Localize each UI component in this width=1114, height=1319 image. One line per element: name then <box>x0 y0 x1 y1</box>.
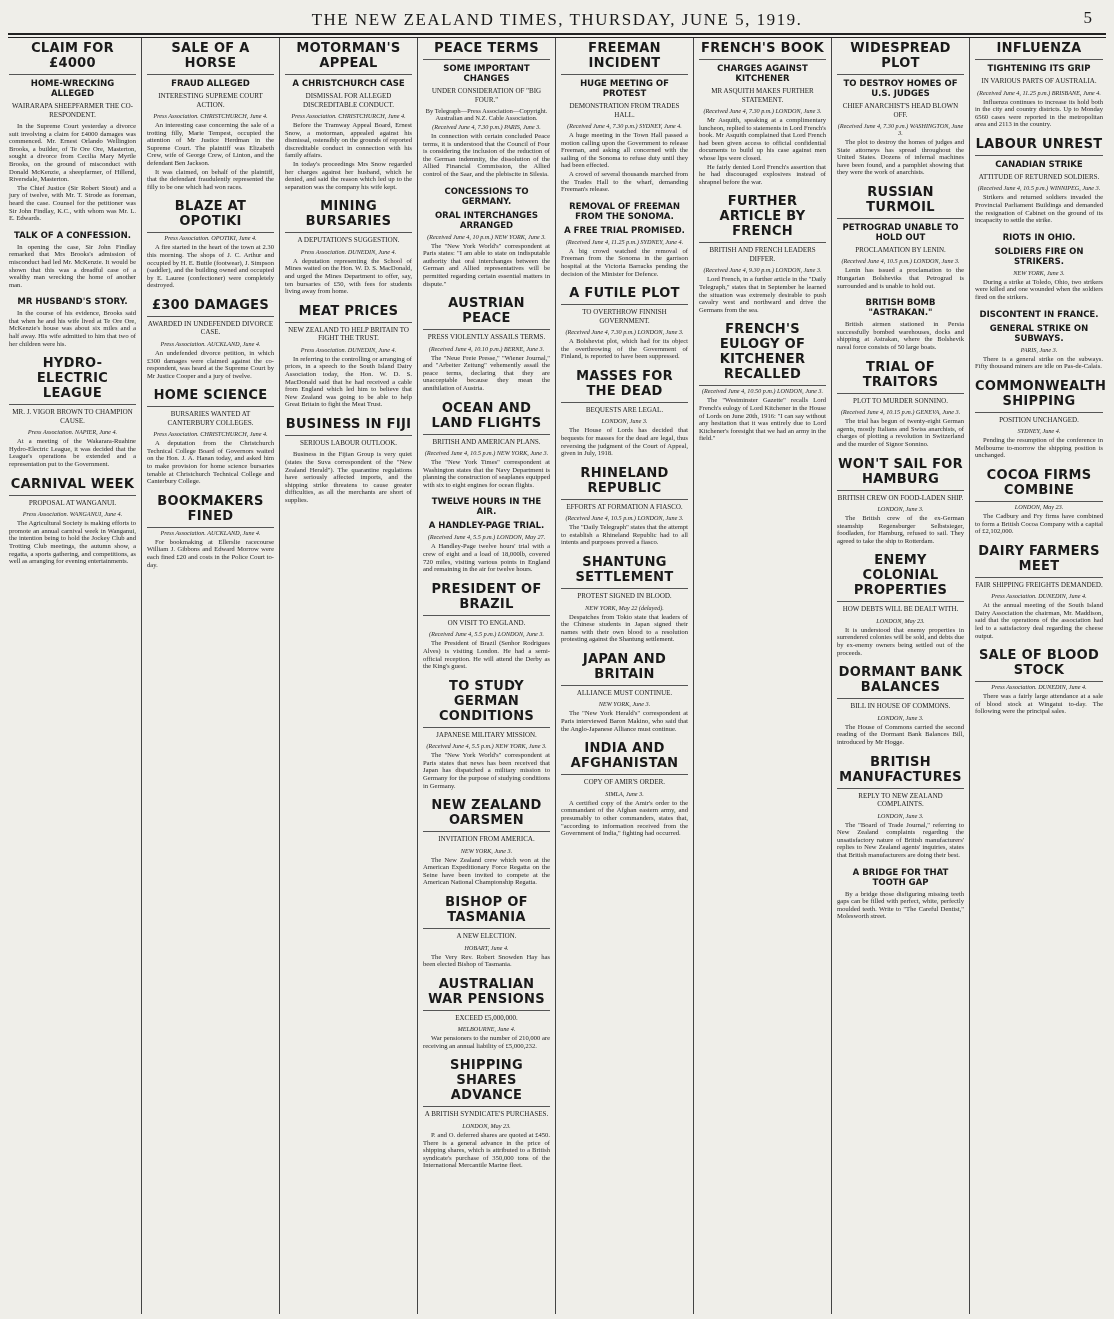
article-deck: EXCEED £5,000,000. <box>455 1013 518 1022</box>
article-paragraph: In referring to the controlling or arranging of prices, in a speech to the South Island Dairy Association today, the Hon. W. D. S. MacDonald said that he had received a cable from England which led him to believe that New Zealand was going to be able to help Great Britain to fight the Meat Trust. <box>285 355 412 409</box>
article-dateline: (Received June 4, 10 p.m.) NEW YORK, June 3. <box>427 233 546 241</box>
article-headline: CLAIM FOR £4000 <box>9 41 136 75</box>
column-2 <box>142 38 280 1314</box>
article-headline: TRIAL OF TRAITORS <box>837 360 964 394</box>
article-dateline: LONDON, June 3. <box>601 418 648 426</box>
article-dateline: PARIS, June 3. <box>1020 346 1058 354</box>
article-paragraph: At a meeting of the Wakarara-Ruahine Hydro-Electric League, it was decided that the League's operations be extended and a representation put to the Government. <box>9 438 136 469</box>
article-subheadline: TO DESTROY HOMES OF U.S. JUDGES <box>843 79 958 99</box>
article-paragraph: A deputation from the Christchurch Technical College Board of Governors waited on the Hon. J. A. Hanan today, and asked him to make provision for home science bursaries tenable at Christchurch Technical College and Canterbury College. <box>147 440 274 486</box>
article-dateline: (Received June 4, 5.5 p.m.) LONDON, June 3. <box>429 631 544 639</box>
article-paragraph: The trial has begun of twenty-eight German agents, mostly Italians and Swiss anarchists, of charges of plotting a revolution in Switzerland and the murder of Signor Sonnino. <box>837 418 964 448</box>
article-paragraph: In the Supreme Court yesterday a divorce suit involving a claim for £4000 damages was commenced. Mr. Ernest Orlando Wellington Brooks, a builder, of Te Ore Ore, Masterton, sought a divorce from Cecilia Mary Myrtle Brooks, on the ground of misconduct with Donald McKenzie, a sheepfarmer, of Hillend, Riversdale, Masterton. <box>9 123 136 184</box>
article-headline: PRESIDENT OF BRAZIL <box>423 582 550 616</box>
article <box>975 648 1103 716</box>
article-deck: ON VISIT TO ENGLAND. <box>447 618 526 627</box>
columns <box>4 38 1108 1314</box>
article-paragraph: In the course of his evidence, Brooks said that when he and his wife lived at Te Ore Ore, McKenzie's house was about six miles and a half away. His wife admitted to him that two of her children were his. <box>9 310 136 348</box>
article-deck: DEMONSTRATION FROM TRADES HALL. <box>569 102 680 119</box>
article-paragraph: British airmen stationed in Persia successfully bombed warehouses, docks and shipping at Astrakan, where the Bolshevik naval force consists of 50 large boats. <box>837 321 964 352</box>
article-headline: BRITISH MANUFACTURES <box>837 755 964 789</box>
article-paragraph: Lenin has issued a proclamation to the Hungarian Bolsheviks that Petrograd is surrounded and is unable to hold out. <box>837 267 964 290</box>
article-headline: INFLUENZA <box>975 41 1103 60</box>
article <box>699 41 826 186</box>
article-subheadline: GENERAL STRIKE ON SUBWAYS. <box>989 323 1089 344</box>
article <box>423 401 550 490</box>
article-dateline: Press Association. WANGANUI, June 4. <box>22 511 123 519</box>
article-paragraph: It is understood that enemy properties in surrendered colonies will be sold, and debts due by ex-enemy owners being settled out of the proceeds. <box>837 626 964 657</box>
article <box>837 665 964 746</box>
article-deck: PROPOSAL AT WANGANUI. <box>28 498 117 507</box>
column-3 <box>280 38 418 1314</box>
article-deck: CHIEF ANARCHIST'S HEAD BLOWN OFF. <box>842 102 959 119</box>
article-dateline: (Received June 4, 5.5 p.m.) NEW YORK, June 3. <box>426 743 547 751</box>
article-dateline: LONDON, June 3. <box>877 506 924 513</box>
article-subheadline: A HANDLEY-PAGE TRIAL. <box>428 521 545 532</box>
article <box>561 286 688 361</box>
article-headline: SHIPPING SHARES ADVANCE <box>423 1058 550 1107</box>
article-headline: HOME SCIENCE <box>147 388 274 407</box>
article-deck: FAIR SHIPPING FREIGHTS DEMANDED. <box>975 580 1103 589</box>
article-headline: PEACE TERMS <box>423 41 550 60</box>
article-headline: MEAT PRICES <box>285 304 412 323</box>
article-paragraph: Despatches from Tokio state that leaders of the Chinese students in Japan signed their names with their own blood to a resolution protesting against the Shantung settlement. <box>561 613 688 644</box>
article-deck: DISMISSAL FOR ALLEGED DISCREDITABLE CONDUCT. <box>302 92 395 109</box>
article <box>9 231 136 290</box>
article-subheadline: DISCONTENT IN FRANCE. <box>979 309 1099 320</box>
article-headline: £300 DAMAGES <box>147 298 274 317</box>
article-subheadline: BRITISH BOMB "ASTRAKAN." <box>865 298 936 319</box>
article-headline: MASSES FOR THE DEAD <box>561 369 688 403</box>
article <box>9 41 136 223</box>
article-subheadline: CONCESSIONS TO GERMANY. <box>444 186 529 207</box>
article-dateline: Press Association. DUNEDIN, June 4. <box>300 346 397 354</box>
article <box>837 360 964 449</box>
article <box>423 798 550 887</box>
article <box>423 895 550 969</box>
article-headline: FREEMAN INCIDENT <box>561 41 688 75</box>
article-paragraph: There is a general strike on the subways. Fifty thousand miners are idle on Pas-de-Calais. <box>975 355 1103 371</box>
article-dateline: Press Association. CHRISTCHURCH, June 4. <box>153 113 268 120</box>
article-subheadline: TWELVE HOURS IN THE AIR. <box>431 497 542 518</box>
article <box>837 755 964 860</box>
article-headline: BUSINESS IN FIJI <box>285 417 412 436</box>
article <box>561 741 688 837</box>
article <box>285 41 412 191</box>
article-subheadline: REMOVAL OF FREEMAN FROM THE SONOMA. <box>569 201 680 222</box>
article-headline: AUSTRALIAN WAR PENSIONS <box>423 977 550 1011</box>
article-headline: TO STUDY GERMAN CONDITIONS <box>423 679 550 728</box>
article-subheadline: TIGHTENING ITS GRIP <box>987 64 1091 74</box>
article-deck: PRESS VIOLENTLY ASSAILS TERMS. <box>427 333 546 342</box>
article-dateline: Press Association. DUNEDIN, June 4. <box>300 248 397 256</box>
article-deck: TO OVERTHROW FINNISH GOVERNMENT. <box>582 308 667 325</box>
article-deck: AWARDED IN UNDEFENDED DIVORCE CASE. <box>147 319 274 337</box>
article <box>561 41 688 194</box>
article-paragraph: An interesting case concerning the sale of a trotting filly, Marie Tempest, occupied the attention of Mr Justice Herdman in the Supreme Court. The plaintiff was Elizabeth Crew, wife of George Crew, of Linton, and the defendant Ben Jackson. <box>147 122 274 167</box>
article-subheadline: HOME-WRECKING ALLEGED <box>30 79 115 99</box>
article-dateline: (Received June 4, 9.30 p.m.) LONDON, June 3. <box>703 267 822 275</box>
article-dateline: (Received June 4, 7.30 p.m.) LONDON, June 3. <box>565 329 684 337</box>
article-deck: INTERESTING SUPREME COURT ACTION. <box>158 92 263 109</box>
article-dateline: LONDON, May 23. <box>462 1122 511 1130</box>
article-dateline: Press Association. DUNEDIN, June 4. <box>991 593 1087 601</box>
article <box>285 199 412 295</box>
article-deck: PROTEST SIGNED IN BLOOD. <box>577 592 672 601</box>
article-deck: BILL IN HOUSE OF COMMONS. <box>850 702 951 711</box>
article-headline: MINING BURSARIES <box>285 199 412 233</box>
article-paragraph: The House of Lords has decided that bequests for masses for the dead are legal, thus reversing the judgment of the Court of Appeal, given in July, 1918. <box>561 427 688 458</box>
article-headline: DAIRY FARMERS MEET <box>975 544 1103 578</box>
article <box>147 388 274 486</box>
article-deck: PLOT TO MURDER SONNINO. <box>853 396 948 405</box>
article-dateline: (Received June 4, 11.25 p.m.) BRISBANE, June 4. <box>977 89 1101 97</box>
article <box>9 356 136 468</box>
article <box>423 679 550 790</box>
article-paragraph: A big crowd watched the removal of Freeman from the Sonoma in the garrison hospital at the Victoria Barracks pending the decision of the Minister for Defence. <box>561 247 688 278</box>
article-paragraph: A crowd of several thousands marched from the Trades Hall to the wharf, demanding Freeman's release. <box>561 170 688 194</box>
article-deck: BRITISH AND AMERICAN PLANS. <box>432 437 541 446</box>
article-dateline: LONDON, June 3. <box>877 812 924 820</box>
article-headline: COMMONWEALTH SHIPPING <box>975 379 1103 413</box>
article <box>975 378 1107 460</box>
article <box>837 41 964 177</box>
article-dateline: (Received June 4, 7.30 p.m.) WASHINGTON, June 3. <box>837 123 964 137</box>
article-subheadline: CHARGES AGAINST KITCHENER <box>717 64 808 84</box>
article <box>975 310 1103 371</box>
article-paragraph: Mr Asquith, speaking at a complimentary luncheon, replied to statements in Lord French's book. Mr Asquith complained that Lord French had been given access to official confidential documents to build up his case against men whose lips were closed. <box>699 117 826 162</box>
article-dateline: (Received June 4, 10.5 p.m.) LONDON, June 3. <box>841 258 960 266</box>
article <box>699 322 826 443</box>
article-subheadline: A BRIDGE FOR THAT TOOTH GAP <box>852 867 949 888</box>
article-dateline: Press Association. AUCKLAND, June 4. <box>160 529 261 537</box>
article-paragraph: Before the Tramway Appeal Board, Ernest Snow, a motorman, appealed against his dismissal, ostensibly on the grounds of reported discreditable conduct in connection with his family affairs. <box>285 122 412 160</box>
article-deck: MR. J. VIGOR BROWN TO CHAMPION CAUSE. <box>12 408 133 425</box>
article-headline: WIDESPREAD PLOT <box>837 41 964 75</box>
article-paragraph: A certified copy of the Amir's order to the commandant of the Afghan eastern army, and presumably to other commanders, states that, "according to information received from the Government of India," fighting had occurred. <box>561 799 688 838</box>
article-paragraph: War pensioners to the number of 210,000 are receiving an annual liability of £5,000,232. <box>423 1035 550 1050</box>
article-headline: WON'T SAIL FOR HAMBURG <box>837 457 964 491</box>
article-deck: HOW DEBTS WILL BE DEALT WITH. <box>842 605 959 614</box>
article <box>423 497 550 573</box>
article <box>285 417 412 505</box>
article-subheadline: A FREE TRIAL PROMISED. <box>564 225 685 236</box>
article <box>423 41 550 179</box>
article-paragraph: For bookmaking at Ellerslie racecourse William J. Gibbons and Edward Morrow were each fined £20 and costs in the Police Court to-day. <box>147 538 274 569</box>
article-dateline: (Received June 4, 10.5 p.m.) NEW YORK, June 3. <box>424 450 549 458</box>
article-deck: COPY OF AMIR'S ORDER. <box>583 778 666 787</box>
article-dateline: (Received June 4, 7.30 p.m.) LONDON, June 3. <box>703 108 822 115</box>
article <box>147 41 274 191</box>
article-paragraph: The House of Commons carried the second reading of the Dormant Bank Balances Bill, introduced by Mr Hogge. <box>837 723 964 746</box>
article-headline: INDIA AND AFGHANISTAN <box>561 741 688 775</box>
article-headline: ENEMY COLONIAL PROPERTIES <box>837 553 964 602</box>
article-paragraph: Lord French, in a further article in the "Daily Telegraph," states that in September he learned the situation was extremely desirable to push cavalry west and northward and drive the Germans from the sea. <box>699 276 826 314</box>
article <box>285 304 412 409</box>
article-paragraph: Business in the Fijian Group is very quiet (states the Suva correspondent of the "New Zealand Herald"). The quarantine regulations have seriously affected imports, and the shipping strike threatens to cause greater difficulties, as all the merchants are short of supplies. <box>285 451 412 505</box>
article <box>975 468 1103 536</box>
article-dateline: SYDNEY, June 4. <box>1017 428 1061 436</box>
article-dateline: LONDON, May 23. <box>876 617 925 625</box>
article-paragraph: In opening the case, Sir John Findlay remarked that Mrs Brooks's admission of misconduct had led Mr. McKenzie. It would be shown that this was a dreadful case of a wealthy man wrecking the home of another man. <box>9 243 136 289</box>
article <box>975 41 1103 129</box>
article <box>837 457 964 546</box>
article-dateline: LONDON, June 3. <box>877 714 924 722</box>
masthead-title: THE NEW ZEALAND TIMES, THURSDAY, JUNE 5, 1919. <box>311 10 803 29</box>
article-headline: CARNIVAL WEEK <box>9 477 136 496</box>
article-headline: AUSTRIAN PEACE <box>423 296 550 330</box>
article <box>561 466 688 547</box>
article-subheadline: ORAL INTERCHANGES ARRANGED <box>434 210 539 231</box>
article <box>423 187 550 289</box>
article-subheadline: TALK OF A CONFESSION. <box>14 230 131 241</box>
article-headline: MOTORMAN'S APPEAL <box>285 41 412 75</box>
article-paragraph: An undefended divorce petition, in which £300 damages were claimed against the co-respondent, was heard at the Supreme Court by Mr Justice Cooper and a jury of twelve. <box>147 349 274 380</box>
article-paragraph: He fairly denied Lord French's assertion that he had discouraged explosives instead of shrapnel before the war. <box>699 163 826 186</box>
article-paragraph: There was a fairly large attendance at a sale of blood stock at Wingatui to-day. The following were the principal sales. <box>975 693 1103 716</box>
article-paragraph: During a strike at Toledo, Ohio, two strikers were killed and one wounded when the soldiers fired on the strikers. <box>975 278 1103 301</box>
article-headline: FRENCH'S EULOGY OF KITCHENER RECALLED <box>699 322 826 386</box>
article-subheadline: A CHRISTCHURCH CASE <box>292 79 405 89</box>
article-dateline: Press Association. DUNEDIN, June 4. <box>991 684 1087 692</box>
article-paragraph: The Cadbury and Fry firms have combined to form a British Cocoa Company with a capital of £2,102,000. <box>975 513 1103 536</box>
article-paragraph: The plot to destroy the homes of judges and State attorneys has spread throughout the United States. Dozens of infernal machines have been found, and a pamphlet showing that they were the work of anarchists. <box>837 139 964 177</box>
masthead <box>0 0 1114 34</box>
column-6 <box>694 38 832 1314</box>
article-dateline: NEW YORK, May 22 (delayed). <box>585 604 664 612</box>
article-paragraph: The "Board of Trade Journal," referring to New Zealand complaints regarding the unsatisfactory nature of British manufacturers' replies to New Zealand agents' inquiries, states that British manufacturers are doing their best. <box>837 821 964 859</box>
article-paragraph: The "Westminster Gazette" recalls Lord French's eulogy of Lord Kitchener in the House of Lords on June 20th, 1916: "I can say without any hesitation that it was entirely due to Lord Kitchener's foresight that we had an army in the field." <box>699 397 826 443</box>
article-headline: OCEAN AND LAND FLIGHTS <box>423 401 550 435</box>
article-paragraph: The "New York Herald's" correspondent at Paris interviewed Baron Makino, who said that the Anglo-Japanese Alliance must continue. <box>561 710 688 733</box>
article-paragraph: A fire started in the heart of the town at 2.30 this morning. The shops of J. C. Arthur and occupied by H. E. Buttle (footwear), J. Simpson (saddler), and the building owned and occupied by E. Lauree (confectioner) were completely destroyed. <box>147 244 274 290</box>
article <box>423 1058 550 1169</box>
article-paragraph: The New Zealand crew which won at the American Expeditionary Force Regatta on the Seine have been invited to compete at the American National Championship Regatta. <box>423 856 550 887</box>
article-deck: ATTITUDE OF RETURNED SOLDIERS. <box>978 172 1100 181</box>
article-subheadline: FRAUD ALLEGED <box>171 79 250 89</box>
article-paragraph: The President of Brazil (Senhor Rodrigues Alves) is visiting London. He had a semi-official reception. He will attend the Derby as the King's guest. <box>423 640 550 671</box>
page-number: 5 <box>1083 8 1092 27</box>
article <box>837 185 964 290</box>
article-dateline: Press Association. NAPIER, June 4. <box>27 429 118 437</box>
article-headline: BLAZE AT OPOTIKI <box>147 199 274 233</box>
article-paragraph: Pending the resumption of the conference in Melbourne to-morrow the shipping position is unchanged. <box>975 437 1103 460</box>
article-dateline: (Received June 4, 7.30 p.m.) PARIS, June 3. <box>432 124 541 131</box>
article-deck: MR ASQUITH MAKES FURTHER STATEMENT. <box>711 87 814 104</box>
article-paragraph: The Very Rev. Robert Snowden Hay has been elected Bishop of Tasmania. <box>423 953 550 969</box>
article-paragraph: In today's proceedings Mrs Snow regarded her charges against her husband, which he denied, and said the reason which led up to the separation was the company his wife kept. <box>285 160 412 191</box>
article-headline: DORMANT BANK BALANCES <box>837 665 964 699</box>
article-dateline: (Received June 4, 10.10 p.m.) BERNE, June 3. <box>428 345 545 353</box>
article-deck: WAIRARAPA SHEEPFARMER THE CO-RESPONDENT. <box>11 102 134 119</box>
article <box>837 553 964 657</box>
article-subheadline: MR HUSBAND'S STORY. <box>17 297 128 308</box>
article-deck: INVITATION FROM AMERICA. <box>438 835 535 844</box>
column-4 <box>418 38 556 1314</box>
article <box>9 297 136 348</box>
article <box>837 298 964 351</box>
article-subheadline: PETROGRAD UNABLE TO HOLD OUT <box>842 222 959 243</box>
article-deck: POSITION UNCHANGED. <box>999 415 1079 424</box>
article-deck: NEW ZEALAND TO HELP BRITAIN TO FIGHT THE TRUST. <box>288 325 409 343</box>
article-dateline: (Received June 4, 10.15 p.m.) GENEVA, June 3. <box>840 409 961 417</box>
article-deck: SERIOUS LABOUR OUTLOOK. <box>299 438 398 447</box>
article <box>423 296 550 392</box>
article-deck: REPLY TO NEW ZEALAND COMPLAINTS. <box>858 791 943 809</box>
article-headline: RHINELAND REPUBLIC <box>561 466 688 500</box>
article-dateline: Press Association. CHRISTCHURCH, June 4. <box>153 431 268 439</box>
article-dateline: Press Association. AUCKLAND, June 4. <box>160 340 261 348</box>
column-8 <box>970 38 1108 1314</box>
article <box>423 582 550 671</box>
article-headline: BISHOP OF TASMANIA <box>423 895 550 929</box>
article-headline: FURTHER ARTICLE BY FRENCH <box>699 194 826 243</box>
article-paragraph: The "New York Times" correspondent at Washington states that the Navy Department is planning the construction of seaplanes equipped with six to eight engines for ocean flights. <box>423 459 550 489</box>
article-deck: IN VARIOUS PARTS OF AUSTRALIA. <box>981 77 1097 85</box>
article-dateline: HOBART, June 4. <box>464 944 509 952</box>
article-deck: JAPANESE MILITARY MISSION. <box>436 730 537 739</box>
article-headline: JAPAN AND BRITAIN <box>561 652 688 686</box>
article-deck: UNDER CONSIDERATION OF "BIG FOUR." <box>431 87 542 104</box>
article-dateline: (Received June 4, 10.5 p.m.) LONDON, June 3. <box>565 515 684 523</box>
article-paragraph: The "Daily Telegraph" states that the attempt to establish a Rhineland Republic had to all intents and purposes proved a fiasco. <box>561 524 688 547</box>
article-deck: A NEW ELECTION. <box>456 932 517 941</box>
article-paragraph: The British crew of the ex-German steamship Regensburger Selbstsieger, foodladen, for Hamburg, refused to sail. They agreed to take the ship to Rotterdam. <box>837 515 964 545</box>
article-dateline: NEW YORK, June 3. <box>1013 269 1065 277</box>
article-dateline: LONDON, May 23. <box>1014 504 1064 511</box>
article-paragraph: The "New York World's" correspondent at Paris states that news has been received that Japan has dispatched a military mission to Germany for the purpose of studying conditions in Germany. <box>423 752 550 790</box>
article-headline: FRENCH'S BOOK <box>699 41 826 60</box>
article-paragraph: By a bridge those disfiguring missing teeth gaps can be filled with perfect, white, perfectly moulded teeth. Write to "The Careful Dentist," Molesworth street. <box>837 890 964 921</box>
article-headline: NEW ZEALAND OARSMEN <box>423 798 550 832</box>
article-dateline: NEW YORK, June 3. <box>460 847 513 855</box>
article-paragraph: At the annual meeting of the South Island Dairy Association the chairman, Mr. Maddison, said that the operations of the association had led to a satisfactory deal regarding the cheese output. <box>975 602 1103 640</box>
article <box>837 868 964 921</box>
article-paragraph: In connection with certain concluded Peace terms, it is understood that the Council of Four is considering the inclusion of the reduction of the German indemnity, the dissolution of the Allied Financial Commission, the Allied control of the Saar, and the plebiscite in Silesia. <box>423 133 550 178</box>
article <box>975 137 1103 225</box>
article <box>975 233 1103 302</box>
column-5 <box>556 38 694 1314</box>
article-dateline: Press Association. CHRISTCHURCH, June 4. <box>291 113 406 120</box>
article-paragraph: P. and O. deferred shares are quoted at £450. There is a general advance in the price of shipping shares, which is attributed to a British syndicate's purchase of 350,000 tons of the International Mercantile Marine fleet. <box>423 1131 550 1170</box>
article <box>561 369 688 458</box>
cable-credit: By Telegraph—Press Association—Copyright. Australian and N.Z. Cable Association. <box>425 108 548 122</box>
article-paragraph: The Agricultural Society is making efforts to promote an annual carnival week in Wanganui, the intention being to hold the Jockey Club and Trotting Club meetings, the autumn show, a regatta, a sports gathering, and competitions, as well as arranging for evening entertainments. <box>9 520 136 566</box>
article-headline: COCOA FIRMS COMBINE <box>975 468 1103 502</box>
article-paragraph: The Chief Justice (Sir Robert Stout) and a jury of twelve, with Mr. T. Strode as foreman, heard the case. Counsel for the petitioner was Sir John Findlay, K.C., with whom was Mr. L. E. Edwards. <box>9 184 136 223</box>
article-subheadline: RIOTS IN OHIO. <box>1002 232 1076 243</box>
article-headline: A FUTILE PLOT <box>561 286 688 305</box>
article-deck: EFFORTS AT FORMATION A FIASCO. <box>566 502 683 511</box>
article-paragraph: The "New York World's" correspondent at Paris states: "I am able to state on indisputable authority that oral interchanges between the German and Allied representatives will be permitted regarding certain essential matters in dispute." <box>423 242 550 288</box>
article-headline: SALE OF A HORSE <box>147 41 274 75</box>
article-subheadline: SOME IMPORTANT CHANGES <box>443 64 530 84</box>
article-dateline: (Received June 4, 10.50 p.m.) LONDON, June 3. <box>701 388 824 396</box>
article-headline: BOOKMAKERS FINED <box>147 494 274 528</box>
article-deck: A BRITISH SYNDICATE'S PURCHASES. <box>424 1110 549 1119</box>
article-dateline: (Received June 4, 10.5 p.m.) WINNIPEG, June 3. <box>977 185 1101 193</box>
article-deck: BRITISH CREW ON FOOD-LADEN SHIP. <box>837 493 964 502</box>
article-headline: SALE OF BLOOD STOCK <box>975 648 1103 682</box>
article <box>699 194 826 314</box>
article-paragraph: Influenza continues to increase its hold both in the city and country districts. Up to Monday 6560 cases were reported in the metropolitan area and 2113 in the country. <box>975 98 1103 129</box>
article-paragraph: The "Neue Freie Presse," "Wiener Journal," and "Arbeiter Zeitung" vehemently assail the peace terms, declaring that they are unacceptable because they mean the annihilation of Austria. <box>423 354 550 392</box>
article <box>147 298 274 380</box>
article-paragraph: A huge meeting in the Town Hall passed a motion calling upon the Government to release Freeman, and asking all concerned with the sailing of the Sonoma to refuse duty until they had been effected. <box>561 132 688 170</box>
article <box>147 199 274 290</box>
article-paragraph: It was claimed, on behalf of the plaintiff, that the defendant fraudulently represented the filly to be one which had won races. <box>147 168 274 191</box>
article-deck: A DEPUTATION'S SUGGESTION. <box>297 236 400 245</box>
article-paragraph: A deputation representing the School of Mines waited on the Hon. W. D. S. MacDonald, and urged the Mines Department to offer, say, ten bursaries of £50, with fees for students living away from home. <box>285 257 412 296</box>
article <box>561 652 688 733</box>
article <box>561 202 688 278</box>
article-paragraph: A Bolshevist plot, which had for its object the overthrowing of the Government of Finland, is reported to have been suppressed. <box>561 338 688 361</box>
article-dateline: (Received June 4, 5.5 p.m.) LONDON, May 27. <box>427 534 546 542</box>
article-deck: PROCLAMATION BY LENIN. <box>855 245 946 254</box>
article-dateline: NEW YORK, June 3. <box>598 701 651 709</box>
article-dateline: MELBOURNE, June 4. <box>457 1026 516 1034</box>
article-dateline: SIMLA, June 3. <box>605 790 644 798</box>
article-headline: HYDRO-ELECTRIC LEAGUE <box>9 356 136 405</box>
article-subheadline: SOLDIERS FIRE ON STRIKERS. <box>994 246 1084 267</box>
article-paragraph: A Handley-Page twelve hours' trial with a crew of eight and a load of 18,000lb, covered 720 miles, visiting various points in England and remaining in the air for twelve hours. <box>423 543 550 574</box>
article-deck: BURSARIES WANTED AT CANTERBURY COLLEGES. <box>167 410 254 427</box>
column-1 <box>4 38 142 1314</box>
article-dateline: Press Association. OPOTIKI, June 4. <box>164 235 257 243</box>
article-subheadline: CANADIAN STRIKE <box>995 159 1083 170</box>
article-headline: RUSSIAN TURMOIL <box>837 185 964 219</box>
article <box>147 494 274 569</box>
column-7 <box>832 38 970 1314</box>
article <box>9 477 136 566</box>
article-deck: ALLIANCE MUST CONTINUE. <box>576 688 673 697</box>
article-paragraph: Strikers and returned soldiers invaded the Provincial Parliament Buildings and demanded the resignation of Cabinet on the ground of its incapacity to settle the strike. <box>975 194 1103 225</box>
article-headline: SHANTUNG SETTLEMENT <box>561 555 688 589</box>
article-deck: BEQUESTS ARE LEGAL. <box>585 405 664 414</box>
article <box>561 555 688 644</box>
article-headline: LABOUR UNREST <box>975 137 1103 156</box>
article-subheadline: HUGE MEETING OF PROTEST <box>580 79 669 99</box>
article-deck: BRITISH AND FRENCH LEADERS DIFFER. <box>709 246 816 263</box>
article <box>423 977 550 1051</box>
article-dateline: (Received June 4, 11.25 p.m.) SYDNEY, June 4. <box>565 238 684 246</box>
article-dateline: (Received June 4, 7.30 p.m.) SYDNEY, June 4. <box>567 123 682 130</box>
article <box>975 544 1103 640</box>
